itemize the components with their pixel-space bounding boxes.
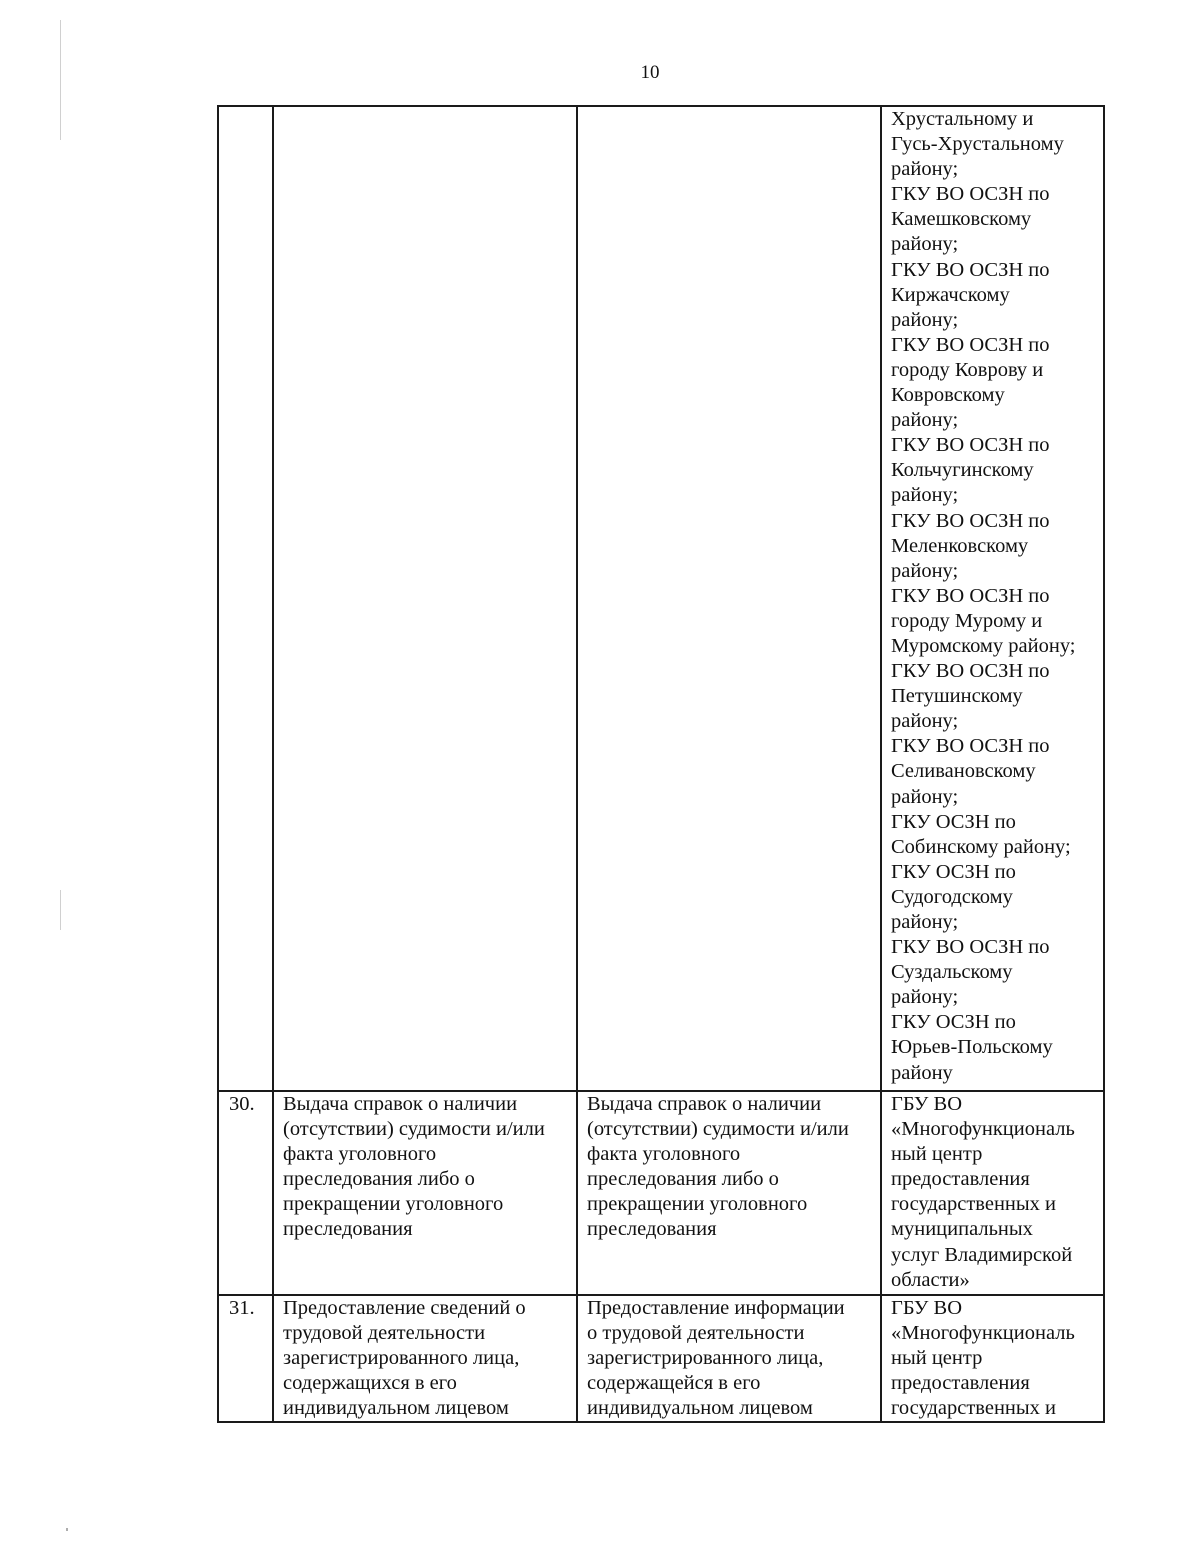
service-alt-name-cell: Выдача справок о наличии (отсутствии) судимости и/или факта уголовного преследования либо о прекращении уголовного преследования [577,1091,881,1295]
table-row [218,106,1104,1091]
service-name-cell [273,106,577,1091]
provider-cell: Хрустальному и Гусь-Хрустальному району; ГКУ ВО ОСЗН по Камешковскому району; ГКУ ВО ОСЗН по Киржачскому району; ГКУ ВО ОСЗН по городу Коврову и Ковровскому району; ГКУ ВО ОСЗН по Кольчугинскому району; ГКУ ВО ОСЗН по Меленковскому району; ГКУ ВО ОСЗН по городу Мурому и Муромскому району; ГКУ ВО ОСЗН по Петушинскому району; ГКУ ВО ОСЗН по Селивановскому району; ГКУ ОСЗН по Собинскому району; ГКУ ОСЗН по Судогодскому району; ГКУ ВО ОСЗН по Суздальскому району; ГКУ ОСЗН по Юрьев-Польскому району [881,106,1104,1091]
scan-artifact [60,20,61,140]
provider-cell: ГБУ ВО «Многофункциональ ный центр предоставления государственных и [881,1295,1104,1422]
service-alt-name-cell [577,106,881,1091]
row-number-cell: 31. [218,1295,273,1422]
table-row [218,1295,1104,1422]
service-name-cell: Выдача справок о наличии (отсутствии) судимости и/или факта уголовного преследования либо о прекращении уголовного преследования [273,1091,577,1295]
scan-artifact [66,1528,68,1531]
scan-artifact [60,890,61,930]
row-number-cell [218,106,273,1091]
service-name-cell: Предоставление сведений о трудовой деятельности зарегистрированного лица, содержащихся в его индивидуальном лицевом [273,1295,577,1422]
provider-cell: ГБУ ВО «Многофункциональ ный центр предоставления государственных и муниципальных услуг Владимирской области» [881,1091,1104,1295]
table-row [218,1091,1104,1295]
services-table [217,105,1105,1423]
row-number-cell: 30. [218,1091,273,1295]
service-alt-name-cell: Предоставление информации о трудовой деятельности зарегистрированного лица, содержащейся в его индивидуальном лицевом [577,1295,881,1422]
page-number: 10 [640,62,660,83]
